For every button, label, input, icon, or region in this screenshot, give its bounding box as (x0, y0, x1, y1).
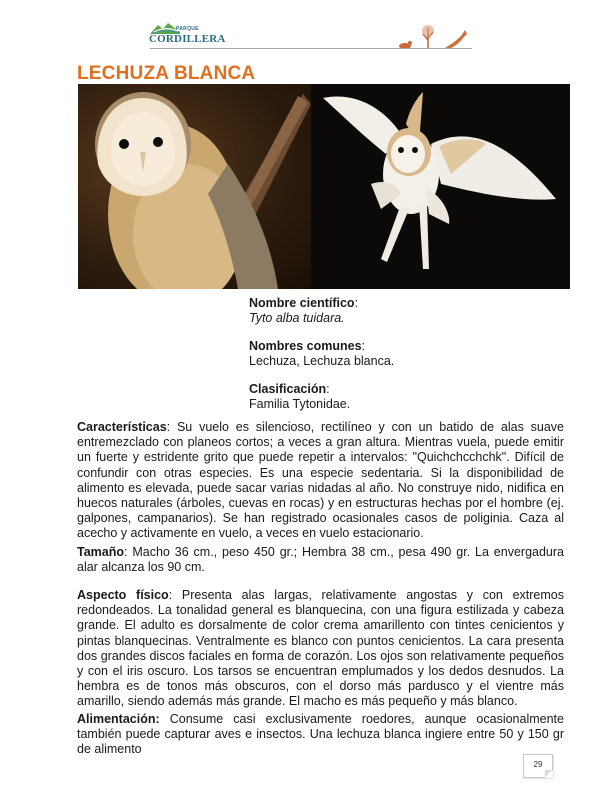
colon: : (124, 545, 128, 559)
scientific-name-label: Nombre científico (249, 296, 355, 310)
header-divider (150, 48, 472, 49)
owl-flying-photo (311, 84, 570, 289)
parque-cordillera-logo (148, 22, 228, 48)
common-names-value: Lechuza, Lechuza blanca. (249, 354, 395, 368)
common-names-label: Nombres comunes (249, 339, 362, 353)
page-number-text: 29 (533, 760, 543, 769)
fauna-illustration-icon (395, 22, 475, 50)
common-names-block (249, 339, 549, 369)
classification-label: Clasificación (249, 382, 327, 396)
colon: : (326, 382, 330, 396)
logo-small-text: PARQUE (176, 26, 199, 32)
page-header (140, 18, 480, 54)
species-info (249, 296, 549, 425)
section-label: Características (77, 420, 167, 434)
page-number (523, 754, 553, 778)
photo-strip (78, 84, 570, 289)
section-label: Aspecto físico (77, 588, 169, 602)
section-text: Su vuelo es silencioso, rectilíneo y con un batido de alas suave entremezclado con planeos cortos; a veces a gran altura. Mientras vuela, puede emitir un fuerte y estridente grito que puede repetir a intervalos: "Quichchcchchk". Difícil de confundir con otras especies. Es una especie sedentaria. Si la disponibilidad de alimento es elevada, puede sacar varias nidadas al año. No construye nido, nidifica en huecos naturales (árboles, cuevas en rocas) y en estructuras hechas por el hombre (ej. galpones, campanarios). Se han registrado ocasionales casos de poliginia. Caza al acecho y activamente en vuelo, a veces en vuelo estacionario. (77, 420, 564, 541)
section-label: Tamaño (77, 545, 124, 559)
section-caracteristicas (77, 420, 564, 542)
colon: : (166, 420, 171, 434)
classification-block (249, 382, 549, 412)
section-alimentacion (77, 712, 564, 758)
colon: : (168, 588, 173, 602)
classification-value: Familia Tytonidae. (249, 397, 351, 411)
page-title: LECHUZA BLANCA (77, 63, 256, 84)
section-label: Alimentación: (77, 712, 160, 726)
section-tamano (77, 545, 564, 575)
colon: : (361, 339, 366, 353)
logo-big-text: CORDILLERA (149, 33, 226, 45)
scientific-name-block (249, 296, 549, 326)
page-curl-shadow (545, 770, 552, 777)
colon: : (354, 296, 359, 310)
section-aspecto-fisico (77, 588, 564, 710)
section-text: Macho 36 cm., peso 450 gr.; Hembra 38 cm., pesa 490 gr. La envergadura alar alcanza los 90 cm. (77, 545, 564, 575)
scientific-name-value: Tyto alba tuidara. (249, 311, 345, 325)
section-text: Consume casi exclusivamente roedores, aunque ocasionalmente también puede capturar aves e insectos. Una lechuza blanca ingiere entre 50 y 150 gr de alimento (77, 712, 564, 757)
section-text: Presenta alas largas, relativamente angostas y con extremos redondeados. La tonalidad general es blanquecina, con una figura estilizada y cabeza grande. El adulto es dorsalmente de color crema amarillento con tintes cenicientos y pintas blanquecinas. Ventralmente es blanco con puntos cenicientos. La cara presenta dos grandes discos faciales en forma de corazón. Los ojos son relativamente pequeños y con el iris oscuro. Los tarsos se encuentran emplumados y los dedos desnudos. La hembra es de tonos más obscuros, con el dorso más pardusco y el vientre más amarillo, siendo además más grande. El macho es más pequeño y más blanco. (77, 588, 564, 709)
owl-perched-photo (78, 84, 311, 289)
